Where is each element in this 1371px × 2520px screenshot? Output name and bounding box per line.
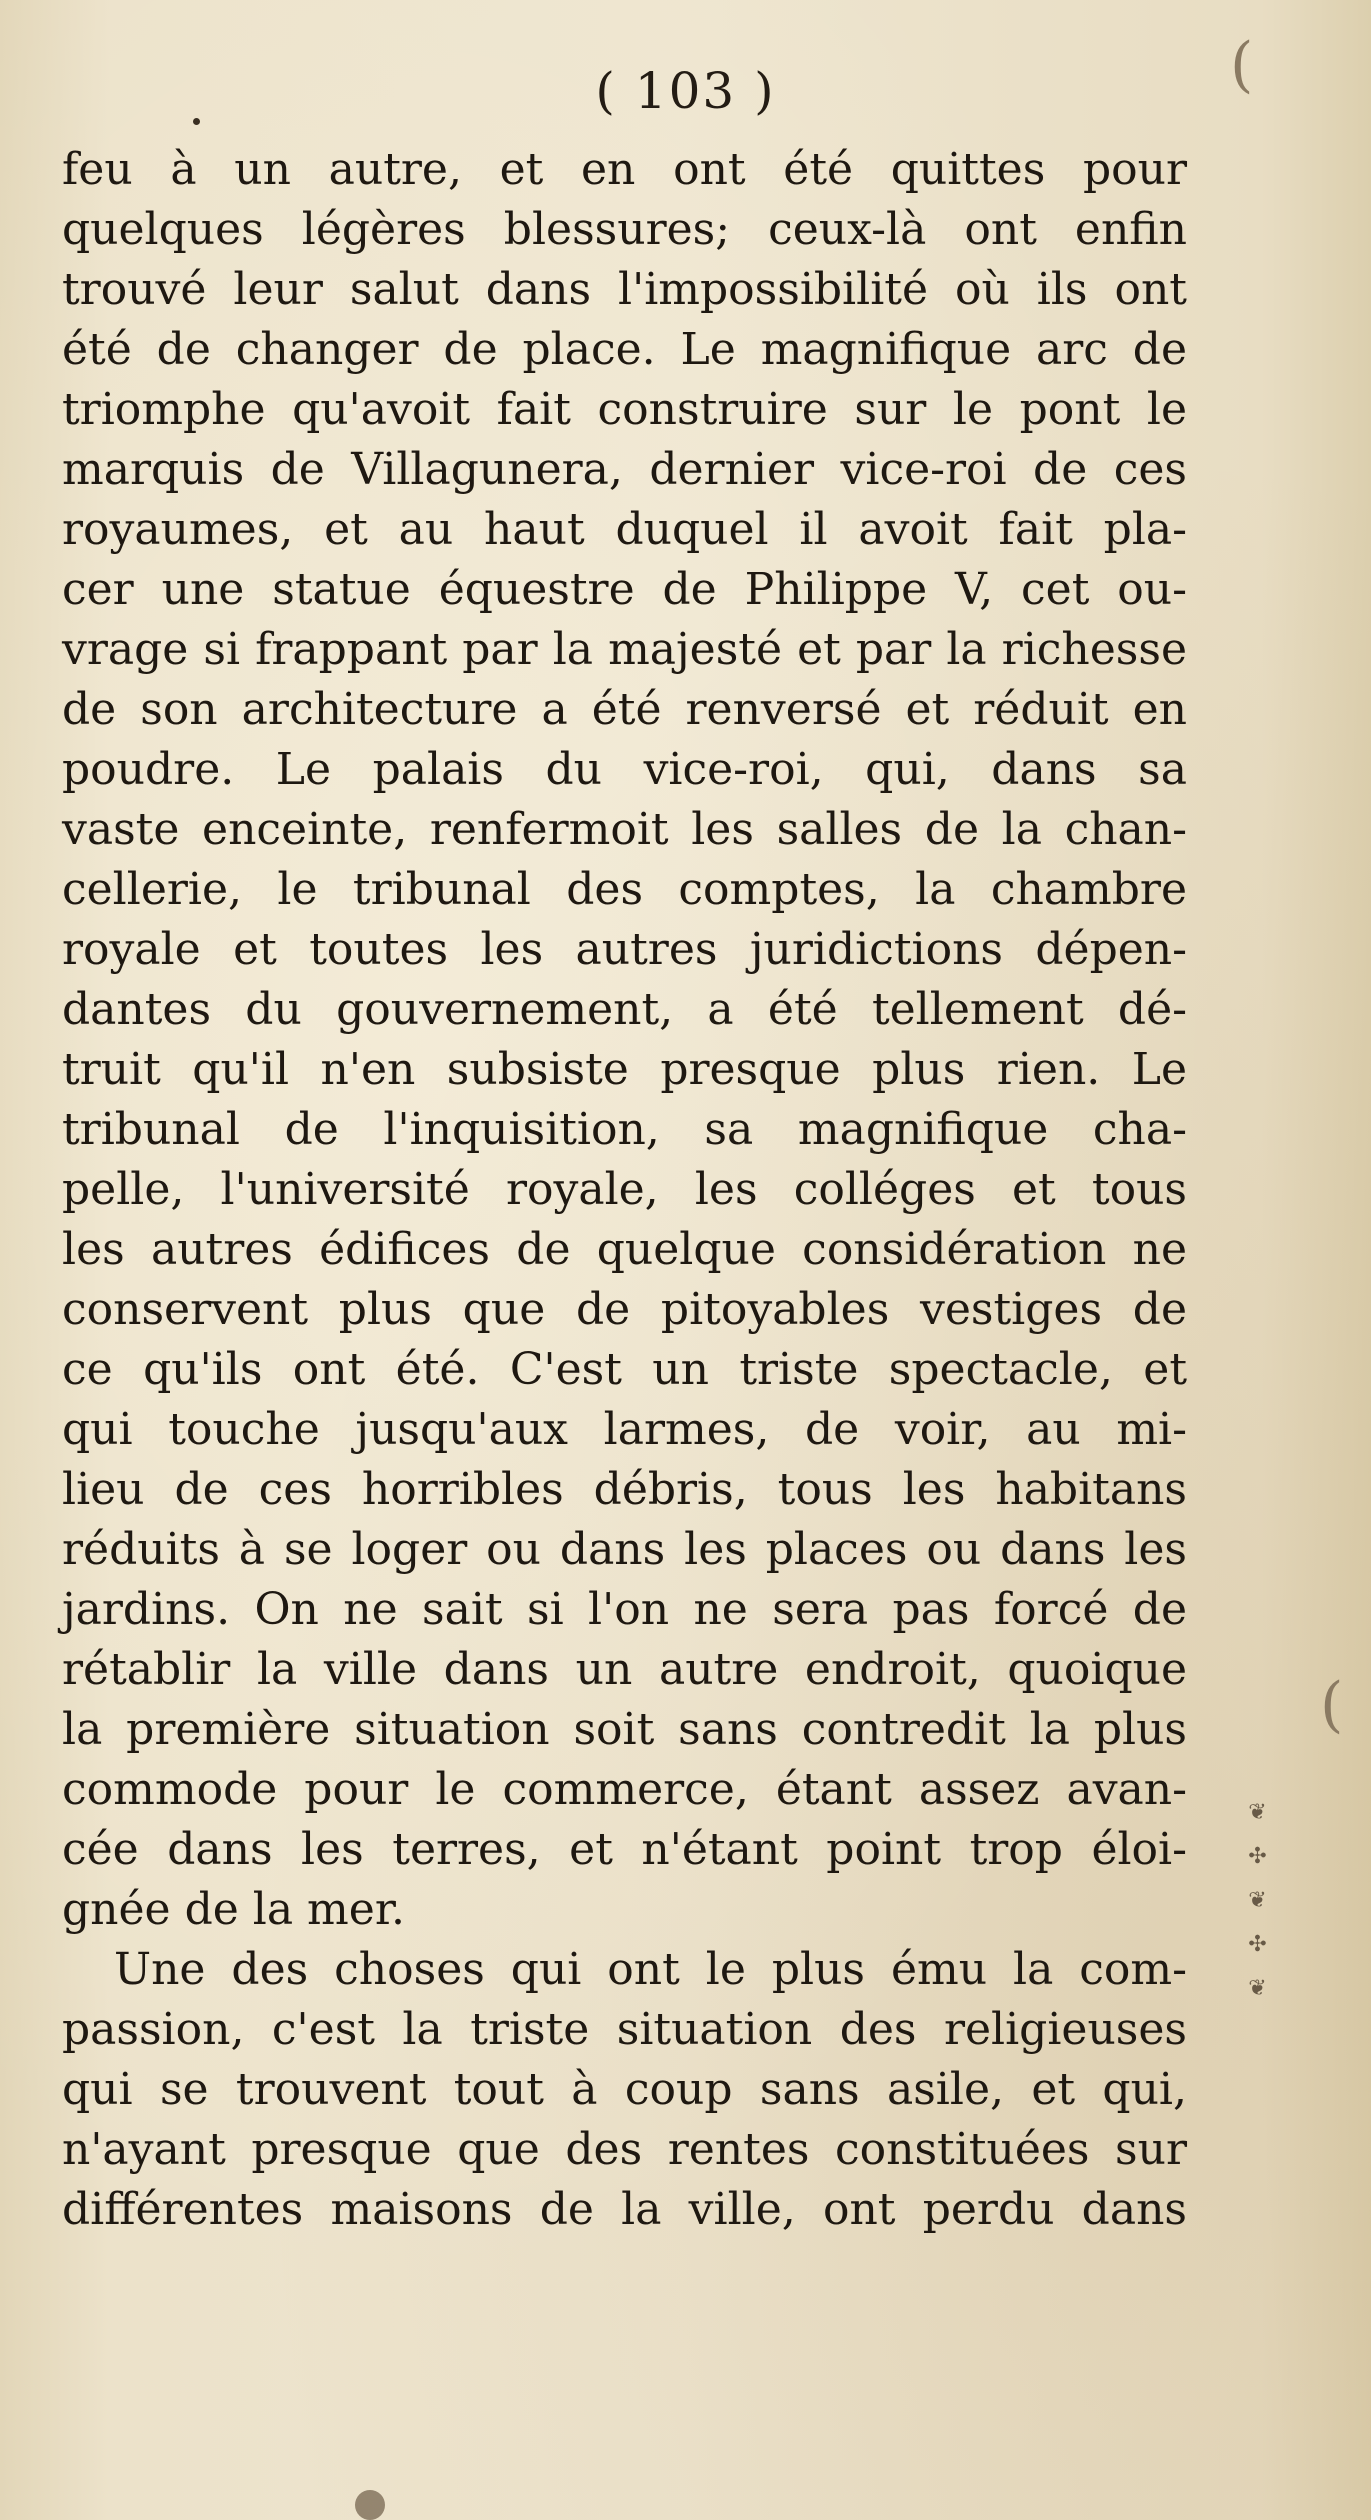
text-line: tribunal de l'inquisition, sa magnifique cha- bbox=[62, 1104, 1187, 1155]
text-line: rétablir la ville dans un autre endroit, quoique bbox=[62, 1644, 1187, 1695]
text-line: passion, c'est la triste situation des religieuses bbox=[62, 2004, 1187, 2055]
text-line: jardins. On ne sait si l'on ne sera pas forcé de bbox=[62, 1584, 1187, 1635]
text-line: feu à un autre, et en ont été quittes pour bbox=[62, 144, 1187, 195]
text-line: trouvé leur salut dans l'impossibilité où ils ont bbox=[62, 264, 1187, 315]
margin-ornament: ❦ ✣ ❦ ✣ ❦ bbox=[1245, 1800, 1270, 2007]
text-line: cellerie, le tribunal des comptes, la chambre bbox=[62, 864, 1187, 915]
ink-smudge bbox=[355, 2490, 385, 2520]
text-line: dantes du gouvernement, a été tellement dé- bbox=[62, 984, 1187, 1035]
text-line: de son architecture a été renversé et réduit en bbox=[62, 684, 1187, 735]
text-line: été de changer de place. Le magnifique arc de bbox=[62, 324, 1187, 375]
text-line: poudre. Le palais du vice-roi, qui, dans sa bbox=[62, 744, 1187, 795]
text-line: n'ayant presque que des rentes constituées sur bbox=[62, 2124, 1187, 2175]
text-line: triomphe qu'avoit fait construire sur le pont le bbox=[62, 384, 1187, 435]
text-line: cée dans les terres, et n'étant point trop éloi- bbox=[62, 1824, 1187, 1875]
text-line: commode pour le commerce, étant assez avan- bbox=[62, 1764, 1187, 1815]
body-text bbox=[62, 140, 1187, 2240]
text-line: vaste enceinte, renfermoit les salles de la chan- bbox=[62, 804, 1187, 855]
text-line: quelques légères blessures; ceux-là ont enfin bbox=[62, 204, 1187, 255]
text-line: gnée de la mer. bbox=[62, 1884, 405, 1935]
text-line: royale et toutes les autres juridictions dépen- bbox=[62, 924, 1187, 975]
text-line: qui se trouvent tout à coup sans asile, et qui, bbox=[62, 2064, 1187, 2115]
text-line: truit qu'il n'en subsiste presque plus rien. Le bbox=[62, 1044, 1187, 1095]
page-edge-mark: ( bbox=[1320, 1670, 1344, 1740]
text-line: ce qu'ils ont été. C'est un triste spectacle, et bbox=[62, 1344, 1187, 1395]
text-line: les autres édifices de quelque considération ne bbox=[62, 1224, 1187, 1275]
text-line: réduits à se loger ou dans les places ou dans les bbox=[62, 1524, 1187, 1575]
page-number-header: ( 103 ) bbox=[595, 62, 776, 120]
text-line: lieu de ces horribles débris, tous les habitans bbox=[62, 1464, 1187, 1515]
text-line: conservent plus que de pitoyables vestiges de bbox=[62, 1284, 1187, 1335]
text-line: la première situation soit sans contredit la plus bbox=[62, 1704, 1187, 1755]
text-line: pelle, l'université royale, les colléges et tous bbox=[62, 1164, 1187, 1215]
text-line: cer une statue équestre de Philippe V, cet ou- bbox=[62, 564, 1187, 615]
text-line: royaumes, et au haut duquel il avoit fait pla- bbox=[62, 504, 1187, 555]
text-line: différentes maisons de la ville, ont perdu dans bbox=[62, 2184, 1187, 2235]
text-line: Une des choses qui ont le plus ému la com- bbox=[114, 1944, 1187, 1995]
text-line: qui touche jusqu'aux larmes, de voir, au mi- bbox=[62, 1404, 1187, 1455]
text-line: vrage si frappant par la majesté et par la richesse bbox=[62, 624, 1187, 675]
ink-dot bbox=[193, 118, 200, 125]
page-edge-mark: ( bbox=[1230, 30, 1254, 100]
text-line: marquis de Villagunera, dernier vice-roi de ces bbox=[62, 444, 1187, 495]
